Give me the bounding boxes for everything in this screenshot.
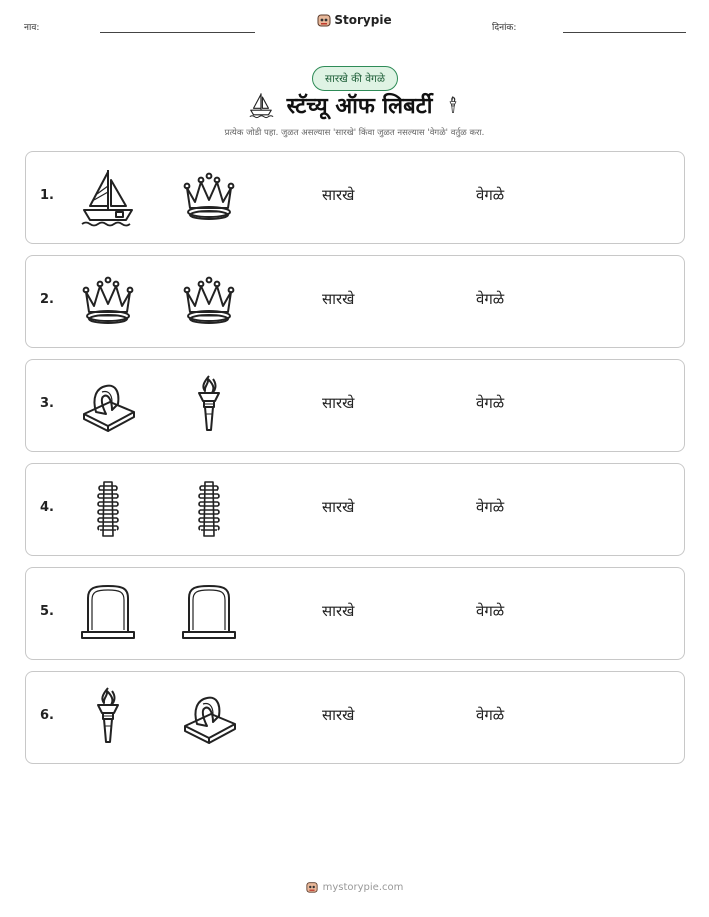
date-field[interactable] (563, 32, 686, 33)
storypie-mascot-icon (317, 13, 331, 27)
same-option[interactable]: सारखे (322, 602, 355, 620)
question-number: 1. (40, 188, 54, 203)
crown-icon (179, 270, 239, 332)
instructions: प्रत्येक जोडी पहा. जुळत असल्यास 'सारखे' किंवा जुळत नसल्यास 'वेगळे' वर्तुळ करा. (224, 128, 485, 138)
spiral-icon (78, 478, 138, 540)
crown-icon (78, 270, 138, 332)
question-row (25, 463, 685, 556)
torch-icon (444, 89, 462, 121)
question-number: 4. (40, 500, 54, 515)
question-row (25, 671, 685, 764)
spiral-icon (179, 478, 239, 540)
crown-icon (179, 166, 239, 228)
same-option[interactable]: सारखे (322, 290, 355, 308)
footer-url: mystorypie.com (322, 881, 404, 893)
question-row (25, 567, 685, 660)
title-row (0, 89, 709, 121)
different-option[interactable]: वेगळे (476, 498, 505, 516)
plaque-icon (78, 582, 138, 644)
boat-icon (247, 90, 275, 120)
storypie-mascot-icon (306, 881, 318, 893)
same-option[interactable]: सारखे (322, 498, 355, 516)
question-number: 6. (40, 708, 54, 723)
torch-icon (179, 374, 239, 436)
different-option[interactable]: वेगळे (476, 290, 505, 308)
plaque-icon (179, 582, 239, 644)
question-row (25, 255, 685, 348)
date-label: दिनांक: (492, 23, 517, 33)
worksheet-type-badge: सारखे की वेगळे (312, 66, 398, 91)
tablet-icon (179, 686, 239, 748)
name-label: नाव: (24, 23, 40, 33)
page-title: स्टॅच्यू ऑफ लिबर्टी (286, 94, 433, 119)
brand-name: Storypie (334, 13, 392, 27)
question-row (25, 151, 685, 244)
torch-icon (78, 686, 138, 748)
brand-logo (0, 13, 709, 27)
question-row (25, 359, 685, 452)
different-option[interactable]: वेगळे (476, 394, 505, 412)
question-number: 3. (40, 396, 54, 411)
tablet-icon (78, 374, 138, 436)
boat-icon (78, 166, 138, 228)
different-option[interactable]: वेगळे (476, 706, 505, 724)
same-option[interactable]: सारखे (322, 186, 355, 204)
question-number: 5. (40, 604, 54, 619)
footer (0, 881, 709, 893)
same-option[interactable]: सारखे (322, 706, 355, 724)
different-option[interactable]: वेगळे (476, 602, 505, 620)
different-option[interactable]: वेगळे (476, 186, 505, 204)
same-option[interactable]: सारखे (322, 394, 355, 412)
name-field[interactable] (100, 32, 255, 33)
question-number: 2. (40, 292, 54, 307)
